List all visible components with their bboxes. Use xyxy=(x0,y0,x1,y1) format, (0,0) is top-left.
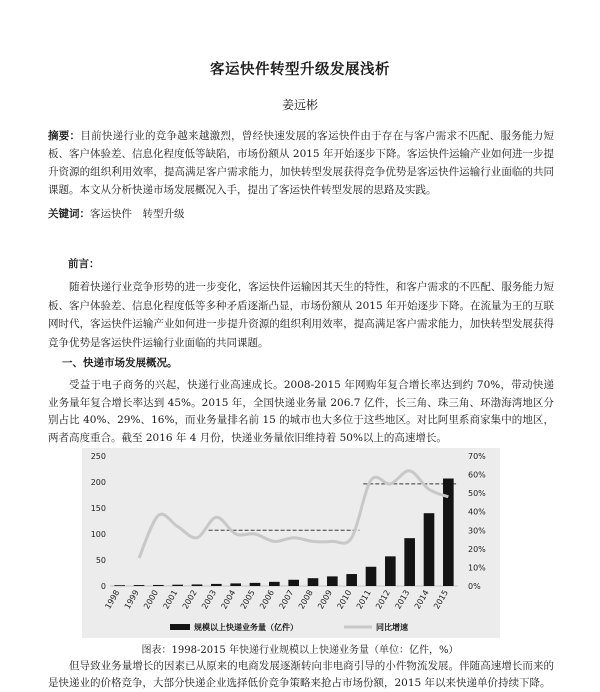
x-tick-label: 2001 xyxy=(161,588,180,611)
y-left-tick-label: 200 xyxy=(90,478,106,487)
x-tick-label: 2011 xyxy=(354,588,373,611)
x-tick-label: 2012 xyxy=(374,588,393,611)
section1-heading: 一、快递市场发展概况。 xyxy=(62,357,178,369)
volume-bar xyxy=(250,583,261,586)
y-right-tick-label: 40% xyxy=(468,507,486,517)
intro-heading: 前言： xyxy=(68,258,100,270)
volume-bar xyxy=(211,584,222,586)
volume-bar xyxy=(269,582,280,586)
y-left-tick-label: 250 xyxy=(90,452,106,461)
volume-bar xyxy=(114,585,125,586)
volume-bar xyxy=(404,538,415,586)
x-tick-label: 2013 xyxy=(393,588,412,611)
volume-bar xyxy=(385,556,396,586)
y-left-tick-label: 100 xyxy=(90,530,106,539)
y-right-tick-label: 10% xyxy=(468,563,486,573)
y-right-tick-label: 30% xyxy=(468,526,486,536)
x-tick-label: 1999 xyxy=(122,588,141,611)
intro-paragraph: 随着快递行业竞争形势的进一步变化，客运快件运输因其天生的特性，和客户需求的不匹配、服务能力短板、客户体验差、信息化程度低等多种矛盾逐渐凸显，市场份额从 2015 年开始逐步下降。在流量为王的互联网时代，客运快件运输产业如何进一步提升资源的组织利用效率，提高满足客户需求能力，加快转型发展获得竞争优势是客运快件运输行业面临的共同课题。 xyxy=(48,281,554,349)
x-tick-label: 2014 xyxy=(412,588,431,611)
y-left-tick-label: 0 xyxy=(100,582,106,591)
volume-bar xyxy=(288,580,299,586)
volume-bar xyxy=(192,584,203,586)
volume-bar xyxy=(308,578,319,586)
x-tick-label: 2008 xyxy=(296,588,315,611)
x-tick-label: 2005 xyxy=(238,588,257,611)
abstract xyxy=(48,127,554,199)
keywords-label: 关键词： xyxy=(48,208,90,220)
y-left-tick-label: 50 xyxy=(95,556,106,565)
volume-bar xyxy=(327,576,338,586)
y-right-tick-label: 0% xyxy=(468,582,481,591)
figure-caption: 图表：1998-2015 年快递行业规模以上快递业务量（单位：亿件，%） xyxy=(141,645,459,656)
keywords-text: 客运快件 转型升级 xyxy=(90,208,185,220)
chart-svg xyxy=(82,448,500,638)
abstract-label: 摘要： xyxy=(48,130,81,142)
express-volume-chart xyxy=(82,448,500,638)
volume-bar xyxy=(230,583,241,586)
x-tick-label: 2007 xyxy=(277,588,296,611)
legend-bar-swatch xyxy=(170,624,190,630)
y-right-tick-label: 70% xyxy=(468,452,486,461)
y-right-tick-label: 50% xyxy=(468,489,486,499)
x-tick-label: 2003 xyxy=(200,588,219,611)
x-tick-label: 2000 xyxy=(142,588,161,611)
y-right-tick-label: 20% xyxy=(468,544,486,554)
volume-bar xyxy=(172,585,183,586)
volume-bar xyxy=(134,585,145,586)
legend-bar-label: 规模以上快递业务量（亿件） xyxy=(194,623,298,632)
x-tick-label: 2006 xyxy=(258,588,277,611)
volume-bar xyxy=(366,567,377,586)
x-tick-label: 2002 xyxy=(180,588,199,611)
section1-paragraph: 受益于电子商务的兴起，快递行业高速成长。2008-2015 年网购年复合增长率达到约 70%，带动快递业务量年复合增长率达到 45%。2015 年，全国快递业务量 206.7 亿件，长三角、珠三角、环渤海湾地区分别占比 40%、29%、16%，而业务量排名前 15 的城市也大多位于这些地区。对比阿里系商家集中的地区，两者高度重合。截至 2016 年 4 月份，快递业务量依旧维持着 50%以上的高速增长。 xyxy=(48,379,554,444)
y-right-tick-label: 60% xyxy=(468,470,486,480)
paper-author: 姜远彬 xyxy=(281,98,318,112)
x-tick-label: 2004 xyxy=(219,588,238,611)
x-tick-label: 2010 xyxy=(335,588,354,611)
volume-bar xyxy=(424,513,435,586)
x-tick-label: 2009 xyxy=(316,588,335,611)
legend-line-label: 同比增速 xyxy=(376,623,408,632)
section1-paragraph-2: 但导致业务量增长的因素已从原来的电商发展逐渐转向非电商引导的小件物流发展。伴随高速增长而来的是快递业的价格竞争，大部分快递企业选择低价竞争策略来抢占市场份额，2015 年以来快递单价持续下降。 xyxy=(48,660,554,689)
volume-bar xyxy=(153,585,164,586)
keywords xyxy=(48,206,554,222)
y-left-tick-label: 150 xyxy=(90,504,106,513)
x-tick-label: 2015 xyxy=(432,588,451,611)
paper-title: 客运快件转型升级发展浅析 xyxy=(210,61,390,78)
volume-bar xyxy=(346,574,357,586)
x-tick-label: 1998 xyxy=(103,588,122,611)
abstract-text: 目前快递行业的竞争越来越激烈，曾经快速发展的客运快件由于存在与客户需求不匹配、服务能力短板、客户体验差、信息化程度低等缺陷，市场份额从 2015 年开始逐步下降。客运快件运输产业如何进一步提升资源的组织利用效率，提高满足客户需求能力，加快转型发展获得竞争优势是客运快件运输行业面临的共同课题。本文从分析快递市场发展概况入手，提出了客运快件转型发展的思路及实践。 xyxy=(48,130,555,196)
